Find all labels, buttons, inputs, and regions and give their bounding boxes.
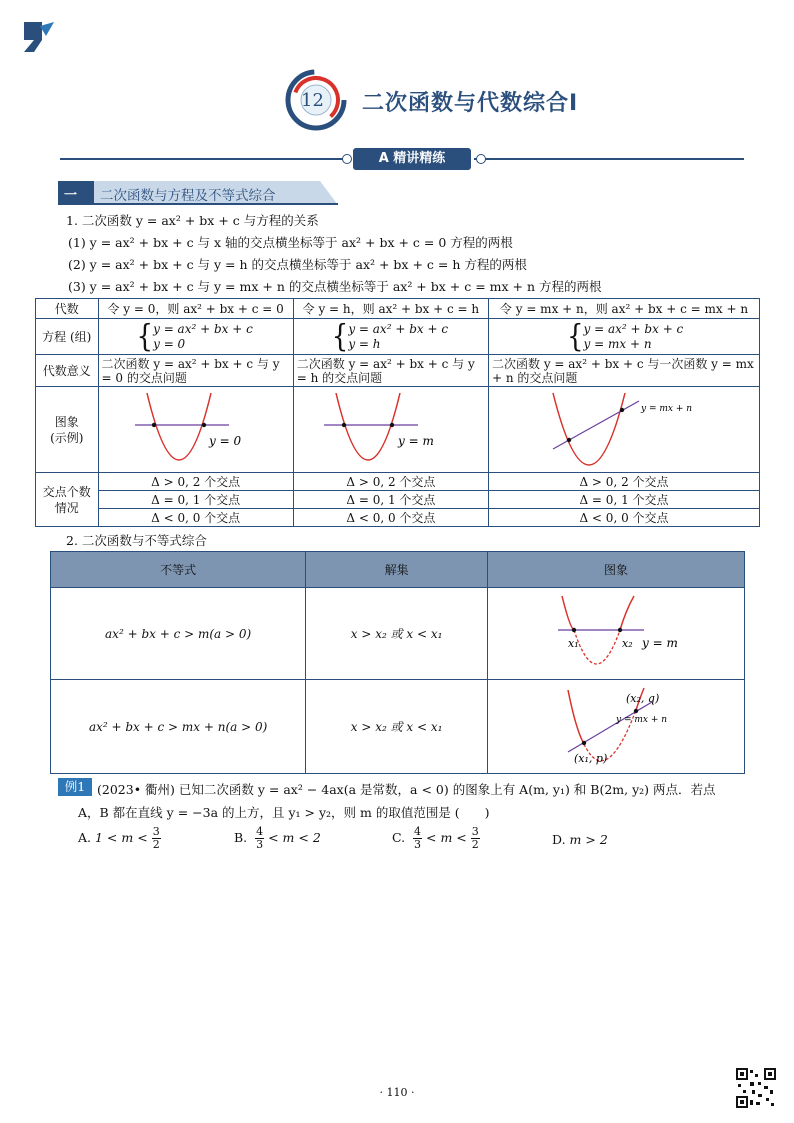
part2-heading: 2. 二次函数与不等式综合 — [66, 533, 207, 548]
row-graph-label: 图象 (示例) — [36, 387, 99, 473]
table1-header-2: 令 y = h，则 ax² + bx + c = h — [293, 299, 488, 319]
count-c3-r2: Δ = 0, 1 个交点 — [489, 491, 760, 509]
parabola-graph-2 — [294, 387, 484, 469]
example-text-line1: (2023• 衢州) 已知二次函数 y = ax² − 4ax(a 是常数，a < 0) 的图象上有 A(m, y₁) 和 B(2m, y₂) 两点．若点 — [97, 782, 716, 797]
table2-header-1: 解集 — [306, 552, 488, 588]
banner-dot-right — [476, 154, 486, 164]
solution-2: x > x₂ 或 x < x₁ — [306, 680, 488, 774]
graph-x1-label: x₁ — [568, 637, 579, 650]
banner-dot-left — [342, 154, 352, 164]
section-number: 一 — [64, 188, 78, 203]
ineq-graph-cell-2 — [488, 680, 745, 774]
solution-1: x > x₂ 或 x < x₁ — [306, 588, 488, 680]
graph-x2q-label: (x₂, q) — [626, 692, 660, 705]
inequality-1: ax² + bx + c > m(a > 0) — [51, 588, 306, 680]
banner-line-right — [474, 158, 744, 160]
graph-ym-label: y = m — [642, 636, 678, 650]
table1-header-0: 代数 — [36, 299, 99, 319]
count-c2-r3: Δ < 0, 0 个交点 — [293, 509, 488, 527]
graph-line-label: y = mx + n — [616, 715, 668, 725]
equation-system-3: {y = ax² + bx + c y = mx + n — [489, 319, 760, 355]
lesson-number: 12 — [301, 90, 324, 111]
graph-x2-label: x₂ — [622, 637, 633, 650]
table2-header-0: 不等式 — [51, 552, 306, 588]
option-b: B. $\frac{4}{3}$ < m < 2 — [234, 825, 321, 851]
page-title: 二次函数与代数综合Ⅰ — [362, 91, 579, 116]
option-a: A. 1 < m < $\frac{3}{2}$ — [78, 825, 160, 851]
part1-item-3: (3) y = ax² + bx + c 与 y = mx + n 的交点横坐标等于 ax² + bx + c = mx + n 方程的两根 — [68, 279, 602, 294]
ineq-graph-cell-1 — [488, 588, 745, 680]
table2-header-2: 图象 — [488, 552, 745, 588]
example-label: 例1 — [58, 778, 92, 796]
table1-header-3: 令 y = mx + n，则 ax² + bx + c = mx + n — [489, 299, 760, 319]
inequality-2: ax² + bx + c > mx + n(a > 0) — [51, 680, 306, 774]
row-meaning-label: 代数意义 — [36, 355, 99, 387]
part1-item-1: (1) y = ax² + bx + c 与 x 轴的交点横坐标等于 ax² + bx + c = 0 方程的两根 — [68, 235, 513, 250]
inequality-table — [50, 551, 745, 774]
inequality-graph-2 — [488, 680, 744, 770]
inequality-graph-1 — [488, 588, 744, 676]
graph1-label: y = 0 — [208, 434, 241, 448]
count-c1-r1: Δ > 0, 2 个交点 — [98, 473, 293, 491]
count-c3-r1: Δ > 0, 2 个交点 — [489, 473, 760, 491]
graph-cell-1 — [98, 387, 293, 473]
publisher-logo — [20, 18, 56, 56]
relation-table — [35, 298, 760, 527]
meaning-cell-2: 二次函数 y = ax² + bx + c 与 y = h 的交点问题 — [293, 355, 488, 387]
option-d: D. m > 2 — [552, 832, 608, 847]
parabola-line-graph — [489, 387, 759, 469]
equation-system-2: {y = ax² + bx + c y = h — [293, 319, 488, 355]
part1-item-2: (2) y = ax² + bx + c 与 y = h 的交点横坐标等于 ax² + bx + c = h 方程的两根 — [68, 257, 527, 272]
row-count-label: 交点个数 情况 — [36, 473, 99, 527]
banner-line-left — [60, 158, 350, 160]
row-equation-label: 方程 (组) — [36, 319, 99, 355]
example-text-line2: A，B 都在直线 y = −3a 的上方，且 y₁ > y₂，则 m 的取值范围是 ( ) — [78, 805, 490, 820]
count-c2-r1: Δ > 0, 2 个交点 — [293, 473, 488, 491]
graph-x1p-label: (x₁, p) — [574, 752, 608, 765]
graph-cell-3 — [489, 387, 760, 473]
part1-heading: 1. 二次函数 y = ax² + bx + c 与方程的关系 — [66, 213, 319, 228]
count-c2-r2: Δ = 0, 1 个交点 — [293, 491, 488, 509]
graph-cell-2 — [293, 387, 488, 473]
page-number: · 110 · — [379, 1086, 415, 1099]
section-title: 二次函数与方程及不等式综合 — [100, 188, 276, 204]
section-banner: A 精讲精练 — [353, 148, 471, 170]
graph2-label: y = m — [397, 434, 434, 448]
option-c: C. $\frac{4}{3}$ < m < $\frac{3}{2}$ — [392, 825, 479, 851]
count-c1-r2: Δ = 0, 1 个交点 — [98, 491, 293, 509]
meaning-cell-3: 二次函数 y = ax² + bx + c 与一次函数 y = mx + n 的交点问题 — [489, 355, 760, 387]
equation-system-1: {y = ax² + bx + c y = 0 — [98, 319, 293, 355]
count-c3-r3: Δ < 0, 0 个交点 — [489, 509, 760, 527]
count-c1-r3: Δ < 0, 0 个交点 — [98, 509, 293, 527]
parabola-graph-1 — [99, 387, 289, 469]
table1-header-1: 令 y = 0，则 ax² + bx + c = 0 — [98, 299, 293, 319]
graph3-label: y = mx + n — [641, 404, 693, 414]
meaning-cell-1: 二次函数 y = ax² + bx + c 与 y = 0 的交点问题 — [98, 355, 293, 387]
